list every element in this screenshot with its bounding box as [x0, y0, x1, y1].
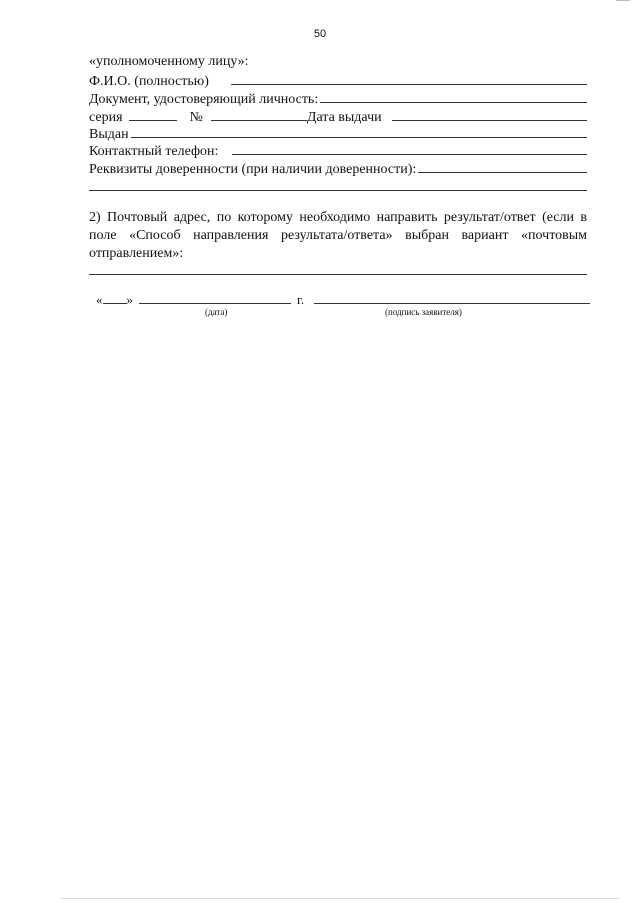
date-caption: (дата): [205, 307, 228, 317]
postal-address-rule[interactable]: [89, 274, 587, 275]
issue-date-label: Дата выдачи: [306, 110, 382, 125]
power-of-attorney-rule[interactable]: [89, 190, 587, 191]
phone-blank[interactable]: [232, 141, 587, 155]
document-label: Документ, удостоверяющий личность:: [89, 92, 319, 107]
series-blank[interactable]: [129, 107, 177, 121]
month-blank[interactable]: [139, 292, 291, 304]
fio-label: Ф.И.О. (полностью): [89, 74, 209, 89]
date-close-quote: »: [126, 292, 133, 307]
page-number: 50: [313, 28, 327, 40]
date-open-quote: «: [96, 292, 103, 307]
phone-line: [89, 141, 587, 160]
number-blank[interactable]: [211, 107, 307, 121]
year-suffix: г.: [297, 292, 305, 307]
power-of-attorney-line: [89, 159, 587, 178]
phone-label: Контактный телефон:: [89, 144, 219, 159]
issued-label: Выдан: [89, 127, 129, 142]
authorized-person-line: [89, 53, 587, 70]
power-of-attorney-blank[interactable]: [418, 159, 587, 173]
signature-row: [96, 292, 590, 308]
fio-blank[interactable]: [231, 71, 587, 85]
issued-blank[interactable]: [131, 124, 587, 138]
scan-edge-mark: [616, 0, 630, 1]
power-of-attorney-label: Реквизиты доверенности (при наличии доверенности):: [89, 162, 417, 177]
issue-date-blank[interactable]: [392, 107, 587, 121]
day-blank[interactable]: [103, 292, 127, 304]
fio-line: [89, 71, 587, 90]
signature-caption: (подпись заявителя): [385, 307, 462, 317]
series-label: серия: [89, 110, 123, 125]
authorized-person-label: «уполномоченному лицу»:: [89, 54, 249, 69]
document-line: [89, 89, 587, 108]
signature-blank[interactable]: [314, 292, 590, 304]
scan-bottom-mark: [60, 898, 620, 899]
number-sign: №: [189, 110, 203, 125]
postal-address-paragraph: 2) Почтовый адрес, по которому необходимо направить результат/ответ (если в поле «Способ направления результата/ответа» выбран вариант «почтовым отправлением»:: [89, 210, 587, 261]
document-blank[interactable]: [320, 89, 587, 103]
